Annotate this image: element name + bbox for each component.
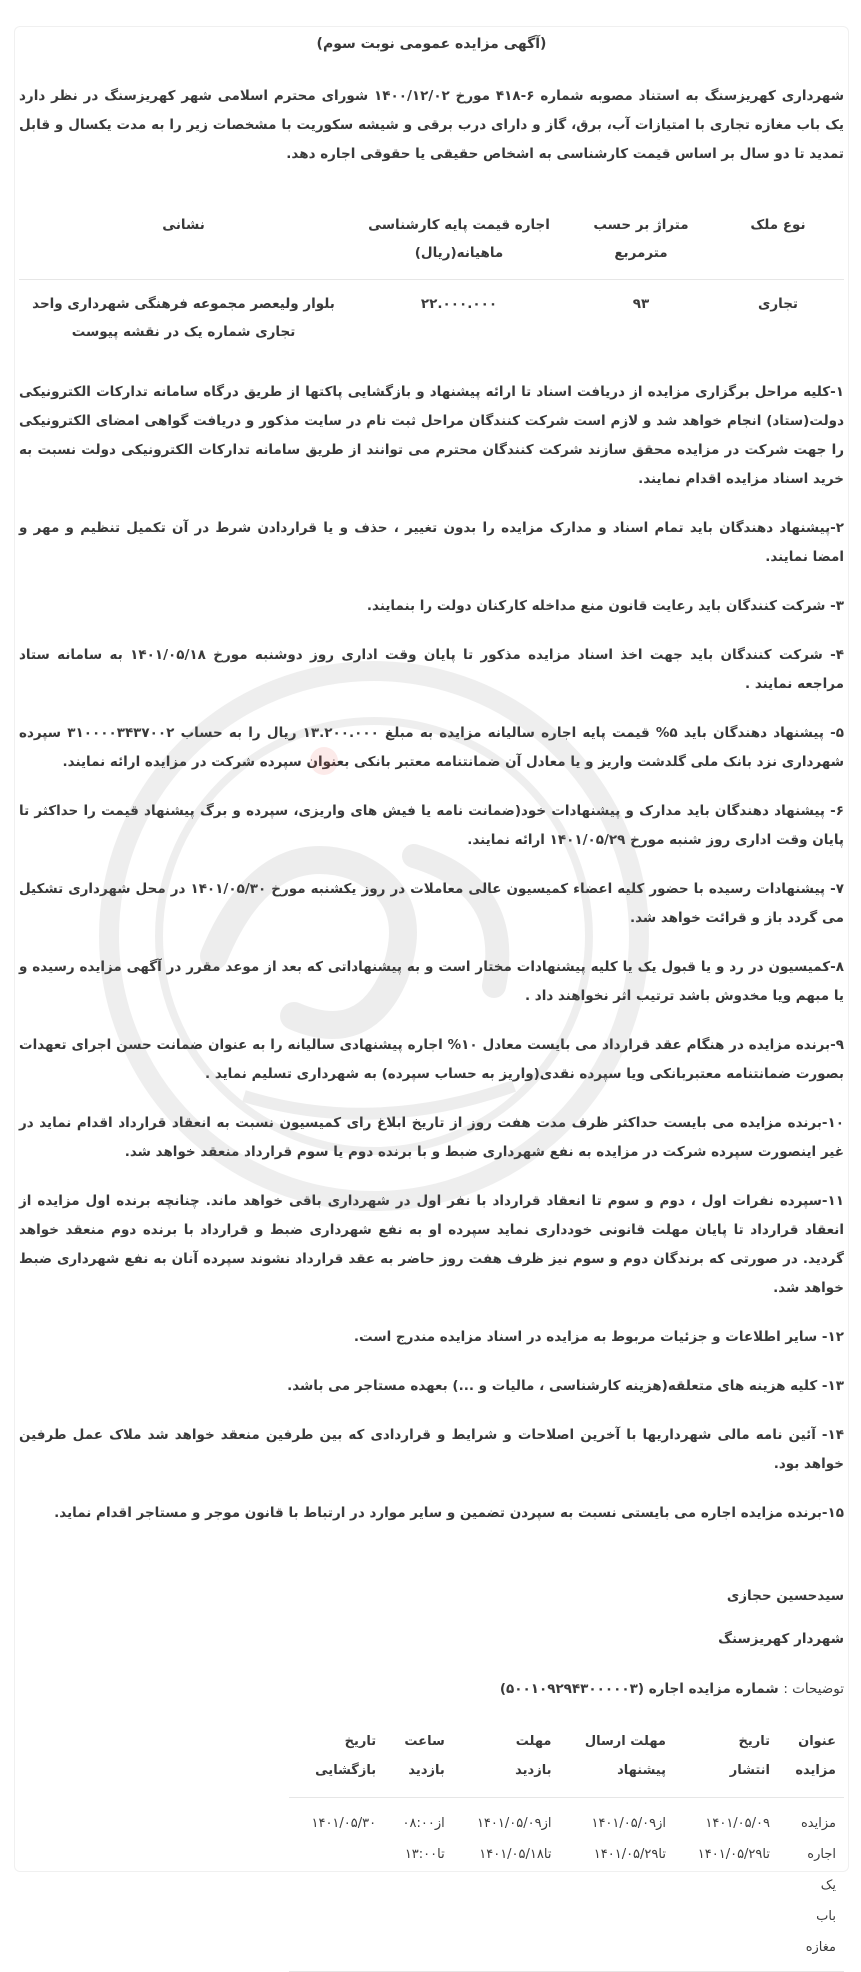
clause-3: ۳- شرکت کنندگان باید رعایت قانون منع مداخله کارکنان دولت را بنمایند. xyxy=(366,598,844,614)
clause-15: ۱۵-برنده مزایده اجاره می بایستی نسبت به سپردن تضمین و سایر موارد در ارتباط با قانون موجر و مستاجر اقدام نماید. xyxy=(54,1505,844,1521)
schedule-cell-opening: ۱۴۰۱/۰۵/۳۰ xyxy=(289,1798,384,1972)
clause-11: ۱۱-سپرده نفرات اول ، دوم و سوم تا انعقاد قرارداد با نفر اول در شهرداری باقی خواهد ماند. چنانچه برنده اول مزایده از انعقاد قرارداد تا پایان مهلت قانونی خودداری نماید سپرده او به نفع شهرداری ضبط و قرارداد با برنده دوم منعقد خواهد گردید. در صورتی که برندگان دوم و سوم نیز ظرف هفت روز حاضر به عقد قرارداد نشوند سپرده آنان به نفع شهرداری ضبط خواهد شد. xyxy=(19,1193,844,1296)
clause-6: ۶- پیشنهاد دهندگان باید مدارک و پیشنهادات خود(ضمانت نامه یا فیش های واریزی، سپرده و برگ پیشنهاد قیمت را حداکثر تا پایان وقت اداری روز شنبه مورخ ۱۴۰۱/۰۵/۲۹ ارائه نمایند. xyxy=(19,803,844,848)
intro-paragraph: شهرداری کهریزسنگ به استناد مصوبه شماره ۶-۴۱۸ مورخ ۱۴۰۰/۱۲/۰۲ شورای محترم اسلامی شهر کهریزسنگ در نظر دارد یک باب مغازه تجاری با امتیازات آب، برق، گاز و دارای درب برقی و شیشه سکوریت با مشخصات زیر را به مدت یکسال و قابل تمدید تا دو سال بر اساس قیمت کارشناسی به اشخاص حقیقی یا حقوقی اجاره دهد. xyxy=(19,88,844,162)
schedule-cell-visit: از۱۴۰۱/۰۵/۰۹ تا۱۴۰۱/۰۵/۱۸ xyxy=(453,1798,560,1972)
schedule-cell-publish: ۱۴۰۱/۰۵/۰۹ تا۱۴۰۱/۰۵/۲۹ xyxy=(674,1798,778,1972)
clause-8: ۸-کمیسیون در رد و یا قبول یک یا کلیه پیشنهادات مختار است و به پیشنهاداتی که بعد از موعد مقرر در آگهی مزایده رسیده و یا مبهم ویا مخدوش باشد ترتیب اثر نخواهند داد . xyxy=(19,959,844,1004)
schedule-header-visit: مهلت بازدید xyxy=(453,1717,560,1798)
cell-price: ۲۲.۰۰۰.۰۰۰ xyxy=(420,296,498,312)
property-table xyxy=(19,203,844,354)
clause-13: ۱۳- کلیه هزینه های متعلقه(هزینه کارشناسی ، مالیات و ...) بعهده مستاجر می باشد. xyxy=(287,1378,844,1394)
header-area: متراژ بر حسب مترمربع xyxy=(570,203,712,280)
explanation-value: شماره مزایده اجاره (۵۰۰۱۰۹۲۹۴۳۰۰۰۰۰۳) xyxy=(499,1681,779,1697)
explanation xyxy=(19,1681,844,1697)
table-row xyxy=(19,280,844,355)
header-price: اجاره قیمت پایه کارشناسی ماهیانه(ریال) xyxy=(348,203,570,280)
cell-type: تجاری xyxy=(757,296,798,312)
cell-area: ۹۳ xyxy=(632,296,650,312)
page-title: (آگهی مزایده عمومی نوبت سوم) xyxy=(316,36,547,52)
schedule-header-submit: مهلت ارسال پیشنهاد xyxy=(559,1717,674,1798)
schedule-table xyxy=(289,1717,844,1972)
signatory-name: سیدحسین حجازی xyxy=(726,1588,844,1604)
clause-9: ۹-برنده مزایده در هنگام عقد قرارداد می بایست معادل ۱۰% اجاره پیشنهادی سالیانه را به عنوان ضمانت حسن اجرای تعهدات بصورت ضمانتنامه معتبربانکی ویا سپرده نقدی(واریز به حساب سپرده) به شهرداری تسلیم نماید . xyxy=(19,1037,844,1082)
schedule-header-hour: ساعت بازدید xyxy=(384,1717,453,1798)
explanation-label: توضیحات : xyxy=(783,1681,844,1697)
clause-7: ۷- پیشنهادات رسیده با حضور کلیه اعضاء کمیسیون عالی معاملات در روز یکشنبه مورخ ۱۴۰۱/۰۵/۳۰ در محل شهرداری تشکیل می گردد باز و قرائت خواهد شد. xyxy=(19,881,844,926)
schedule-header-publish: تاریخ انتشار xyxy=(674,1717,778,1798)
schedule-header-title: عنوان مزایده xyxy=(778,1717,844,1798)
schedule-cell-title: مزایده اجاره یک باب مغازه xyxy=(778,1798,844,1972)
cell-address: بلوار ولیعصر مجموعه فرهنگی شهرداری واحد تجاری شماره یک در نقشه پیوست xyxy=(32,296,335,340)
header-address: نشانی xyxy=(19,203,348,280)
schedule-cell-submit: از۱۴۰۱/۰۵/۰۹ تا۱۴۰۱/۰۵/۲۹ xyxy=(559,1798,674,1972)
schedule-header-opening: تاریخ بازگشایی xyxy=(289,1717,384,1798)
clause-4: ۴- شرکت کنندگان باید جهت اخذ اسناد مزایده مذکور تا پایان وقت اداری روز دوشنبه مورخ ۱۴۰۱/۰۵/۱۸ به سامانه ستاد مراجعه نمایند . xyxy=(19,647,845,692)
clause-5: ۵- پیشنهاد دهندگان باید ۵% قیمت پایه اجاره سالیانه مزایده به مبلغ ۱۳.۲۰۰.۰۰۰ ریال را به حساب ۳۱۰۰۰۰۳۴۳۷۰۰۲ سپرده شهرداری نزد بانک ملی گلدشت واریز و یا معادل آن ضمانتنامه معتبر بانکی بعنوان سپرده شرکت در مزایده ارائه نمایند. xyxy=(19,725,844,770)
table-header-row xyxy=(19,203,844,280)
schedule-header-row xyxy=(289,1717,844,1798)
clause-14: ۱۴- آئین نامه مالی شهرداریها با آخرین اصلاحات و شرایط و قراردادی که بین طرفین منعقد خواهد شد ملاک عمل طرفین خواهد بود. xyxy=(19,1427,844,1472)
schedule-cell-hour: از۰۸:۰۰ تا۱۳:۰۰ xyxy=(384,1798,453,1972)
table-row xyxy=(289,1798,844,1972)
clause-2: ۲-پیشنهاد دهندگان باید تمام اسناد و مدارک مزایده را بدون تغییر ، حذف و یا قراردادن شرط در آن تکمیل تنظیم و مهر و امضا نمایند. xyxy=(19,520,844,565)
clause-12: ۱۲- سایر اطلاعات و جزئیات مربوط به مزایده در اسناد مزایده مندرج است. xyxy=(353,1329,844,1345)
header-type: نوع ملک xyxy=(712,203,844,280)
announcement-card xyxy=(14,26,849,1955)
clause-1: ۱-کلیه مراحل برگزاری مزایده از دریافت اسناد تا ارائه پیشنهاد و بازگشایی پاکتها از طریق درگاه سامانه تدارکات الکترونیکی دولت(ستاد) انجام خواهد شد و لازم است شرکت کنندگان مراحل ثبت نام در سایت مذکور و دریافت گواهی امضای الکترونیکی را جهت شرکت در مزایده محقق سازند شرکت کنندگان محترم می توانند از طریق سامانه تدارکات الکترونیکی دولت نسبت به خرید اسناد مزایده اقدام نمایند. xyxy=(19,384,844,487)
clause-10: ۱۰-برنده مزایده می بایست حداکثر ظرف مدت هفت روز از تاریخ ابلاغ رای کمیسیون نسبت به انعقاد قرارداد اقدام نماید در غیر اینصورت سپرده شرکت در مزایده به نفع شهرداری ضبط و با برنده دوم یا سوم قرارداد منعقد خواهد شد. xyxy=(19,1115,844,1160)
signatory-role: شهردار کهریزسنگ xyxy=(718,1631,844,1647)
